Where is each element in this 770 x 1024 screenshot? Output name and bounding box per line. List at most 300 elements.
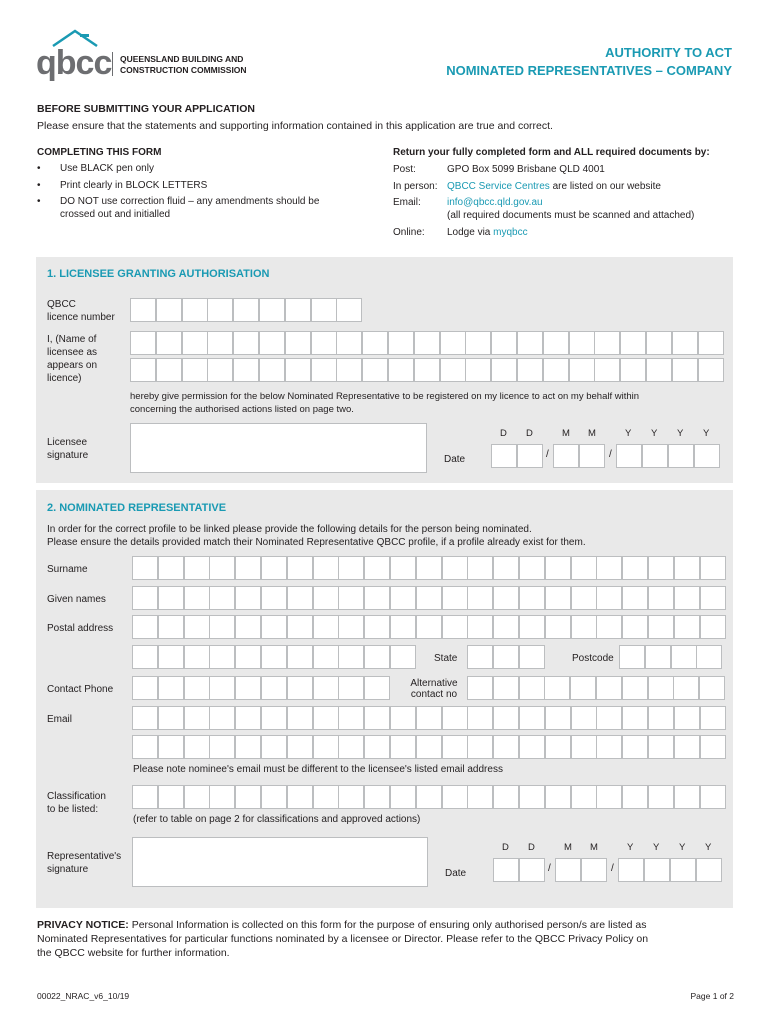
- name-char-box[interactable]: [465, 358, 491, 382]
- date-digit-box[interactable]: [555, 858, 581, 882]
- email-link[interactable]: info@qbcc.qld.gov.au: [447, 197, 543, 208]
- surname-char-box[interactable]: [364, 556, 390, 580]
- return-heading: Return your fully completed form and ALL required documents by:: [393, 147, 710, 158]
- postal-char-box[interactable]: [261, 615, 287, 639]
- email-char-box[interactable]: [416, 735, 442, 759]
- licence-digit-box[interactable]: [311, 298, 337, 322]
- date-digit-box[interactable]: [616, 444, 642, 468]
- name-char-box[interactable]: [207, 358, 233, 382]
- phone-digit-box[interactable]: [287, 676, 313, 700]
- date-digit-box[interactable]: [694, 444, 720, 468]
- name-char-box[interactable]: [465, 331, 491, 355]
- given-name-char-box[interactable]: [519, 586, 545, 610]
- name-char-box[interactable]: [311, 358, 337, 382]
- surname-char-box[interactable]: [545, 556, 571, 580]
- surname-char-box[interactable]: [313, 556, 339, 580]
- given-name-char-box[interactable]: [364, 586, 390, 610]
- name-char-box[interactable]: [672, 358, 698, 382]
- email-char-box[interactable]: [390, 735, 416, 759]
- surname-char-box[interactable]: [467, 556, 493, 580]
- phone-digit-box[interactable]: [158, 676, 184, 700]
- alt-contact-digit-box[interactable]: [570, 676, 596, 700]
- postal-char-box[interactable]: [545, 615, 571, 639]
- name-char-box[interactable]: [388, 331, 414, 355]
- email-label: Email:: [393, 197, 421, 208]
- alt-contact-digit-box[interactable]: [699, 676, 725, 700]
- name-char-box[interactable]: [646, 358, 672, 382]
- name-char-box[interactable]: [569, 331, 595, 355]
- alternative-contact-label: [404, 678, 464, 700]
- postal-char-box[interactable]: [313, 615, 339, 639]
- alt-contact-digit-box[interactable]: [544, 676, 570, 700]
- name-char-box[interactable]: [440, 358, 466, 382]
- name-char-box[interactable]: [259, 331, 285, 355]
- postal-char-box[interactable]: [493, 615, 519, 639]
- licensee-signature-label: [47, 436, 88, 462]
- state-char-box[interactable]: [519, 645, 545, 669]
- classification-char-box[interactable]: [390, 785, 416, 809]
- name-char-box[interactable]: [182, 331, 208, 355]
- name-char-box[interactable]: [233, 358, 259, 382]
- name-char-box[interactable]: [543, 331, 569, 355]
- surname-char-box[interactable]: [622, 556, 648, 580]
- name-char-box[interactable]: [698, 358, 724, 382]
- alt-label-line: Alternative: [410, 678, 458, 689]
- date-format-letter: D: [526, 428, 533, 439]
- given-names-label: Given names: [47, 594, 106, 605]
- signature-label-line: signature: [47, 450, 89, 461]
- surname-char-box[interactable]: [287, 556, 313, 580]
- post-value: GPO Box 5099 Brisbane QLD 4001: [447, 164, 605, 175]
- name-char-box[interactable]: [156, 358, 182, 382]
- surname-char-box[interactable]: [700, 556, 726, 580]
- email-char-box[interactable]: [467, 735, 493, 759]
- date-digit-box[interactable]: [642, 444, 668, 468]
- phone-digit-box[interactable]: [184, 676, 210, 700]
- surname-char-box[interactable]: [261, 556, 287, 580]
- licensee-signature-box[interactable]: [130, 423, 427, 473]
- postal-address-label: Postal address: [47, 623, 114, 634]
- date-digit-box[interactable]: [618, 858, 644, 882]
- name-char-box[interactable]: [362, 331, 388, 355]
- licence-digit-box[interactable]: [182, 298, 208, 322]
- classification-char-box[interactable]: [416, 785, 442, 809]
- email-char-box[interactable]: [648, 735, 674, 759]
- postal-char-box[interactable]: [287, 615, 313, 639]
- postal-char-box[interactable]: [700, 615, 726, 639]
- given-name-char-box[interactable]: [132, 586, 158, 610]
- given-name-char-box[interactable]: [700, 586, 726, 610]
- alt-contact-digit-box[interactable]: [596, 676, 622, 700]
- classification-char-box[interactable]: [622, 785, 648, 809]
- classification-char-box[interactable]: [700, 785, 726, 809]
- postal-char-box[interactable]: [622, 615, 648, 639]
- date-digit-box[interactable]: [491, 444, 517, 468]
- name-char-box[interactable]: [362, 358, 388, 382]
- classification-char-box[interactable]: [158, 785, 184, 809]
- surname-char-box[interactable]: [571, 556, 597, 580]
- email-char-box[interactable]: [338, 706, 364, 730]
- name-char-box[interactable]: [620, 331, 646, 355]
- email-char-box[interactable]: [442, 706, 468, 730]
- surname-char-box[interactable]: [132, 556, 158, 580]
- email-char-box[interactable]: [571, 706, 597, 730]
- postal-char-box[interactable]: [596, 615, 622, 639]
- given-name-char-box[interactable]: [158, 586, 184, 610]
- name-char-box[interactable]: [182, 358, 208, 382]
- licence-digit-box[interactable]: [285, 298, 311, 322]
- page-number: Page 1 of 2: [690, 991, 734, 1001]
- email-char-box[interactable]: [674, 735, 700, 759]
- given-name-char-box[interactable]: [416, 586, 442, 610]
- postal-char-box[interactable]: [235, 615, 261, 639]
- licence-digit-box[interactable]: [130, 298, 156, 322]
- email-char-box[interactable]: [287, 735, 313, 759]
- myqbcc-link[interactable]: myqbcc: [493, 227, 528, 238]
- email-char-box[interactable]: [648, 706, 674, 730]
- name-char-box[interactable]: [336, 331, 362, 355]
- privacy-notice: [37, 918, 737, 960]
- name-char-box[interactable]: [543, 358, 569, 382]
- classification-char-box[interactable]: [364, 785, 390, 809]
- name-char-box[interactable]: [517, 358, 543, 382]
- email-char-box[interactable]: [313, 735, 339, 759]
- email-char-box[interactable]: [467, 706, 493, 730]
- classification-char-box[interactable]: [467, 785, 493, 809]
- date-digit-box[interactable]: [553, 444, 579, 468]
- surname-char-box[interactable]: [493, 556, 519, 580]
- email-char-box[interactable]: [209, 735, 235, 759]
- alt-contact-digit-box[interactable]: [622, 676, 648, 700]
- surname-char-box[interactable]: [648, 556, 674, 580]
- surname-char-box[interactable]: [390, 556, 416, 580]
- phone-digit-box[interactable]: [132, 676, 158, 700]
- email-char-box[interactable]: [416, 706, 442, 730]
- date-format-letter: M: [588, 428, 596, 439]
- surname-char-box[interactable]: [519, 556, 545, 580]
- postcode-char-box[interactable]: [696, 645, 722, 669]
- postal-char-box[interactable]: [158, 615, 184, 639]
- privacy-line: the QBCC website for further information.: [37, 947, 230, 959]
- email-char-box[interactable]: [158, 706, 184, 730]
- phone-digit-box[interactable]: [338, 676, 364, 700]
- email-char-box[interactable]: [364, 735, 390, 759]
- permission-line: concerning the authorised actions listed on page two.: [130, 404, 354, 415]
- phone-digit-box[interactable]: [261, 676, 287, 700]
- postal-char-box[interactable]: [158, 645, 184, 669]
- given-name-char-box[interactable]: [545, 586, 571, 610]
- date-format-letter: Y: [705, 842, 712, 853]
- name-char-box[interactable]: [620, 358, 646, 382]
- intro-text: Please ensure that the statements and supporting information contained in this application are true and correct.: [37, 120, 553, 132]
- bullet-icon: •: [37, 163, 41, 174]
- licence-digit-box[interactable]: [336, 298, 362, 322]
- phone-digit-box[interactable]: [209, 676, 235, 700]
- email-char-box[interactable]: [184, 706, 210, 730]
- email-char-box[interactable]: [596, 706, 622, 730]
- email-char-box[interactable]: [545, 735, 571, 759]
- given-name-char-box[interactable]: [648, 586, 674, 610]
- classification-char-box[interactable]: [184, 785, 210, 809]
- postcode-char-box[interactable]: [645, 645, 671, 669]
- given-name-char-box[interactable]: [622, 586, 648, 610]
- postal-char-box[interactable]: [364, 615, 390, 639]
- given-name-char-box[interactable]: [261, 586, 287, 610]
- phone-digit-box[interactable]: [235, 676, 261, 700]
- postcode-label: Postcode: [572, 653, 614, 664]
- name-char-box[interactable]: [646, 331, 672, 355]
- licence-digit-box[interactable]: [259, 298, 285, 322]
- date-format-letter: D: [528, 842, 535, 853]
- classification-char-box[interactable]: [132, 785, 158, 809]
- postal-char-box[interactable]: [364, 645, 390, 669]
- classification-char-box[interactable]: [313, 785, 339, 809]
- name-char-box[interactable]: [491, 358, 517, 382]
- postal-char-box[interactable]: [184, 645, 210, 669]
- date-format-letter: M: [590, 842, 598, 853]
- logo: [36, 28, 116, 88]
- postal-char-box[interactable]: [648, 615, 674, 639]
- classification-char-box[interactable]: [648, 785, 674, 809]
- alt-contact-digit-box[interactable]: [648, 676, 674, 700]
- given-name-char-box[interactable]: [184, 586, 210, 610]
- email-char-box[interactable]: [338, 735, 364, 759]
- postal-char-box[interactable]: [313, 645, 339, 669]
- date-digit-box[interactable]: [696, 858, 722, 882]
- surname-char-box[interactable]: [596, 556, 622, 580]
- date-separator: /: [546, 449, 549, 460]
- postal-char-box[interactable]: [674, 615, 700, 639]
- postal-char-box[interactable]: [416, 615, 442, 639]
- email-char-box[interactable]: [390, 706, 416, 730]
- licence-digit-box[interactable]: [233, 298, 259, 322]
- postcode-char-box[interactable]: [619, 645, 645, 669]
- name-char-box[interactable]: [285, 331, 311, 355]
- email-char-box[interactable]: [313, 706, 339, 730]
- given-name-char-box[interactable]: [390, 586, 416, 610]
- name-char-box[interactable]: [388, 358, 414, 382]
- classification-char-box[interactable]: [209, 785, 235, 809]
- date-digit-box[interactable]: [519, 858, 545, 882]
- alt-contact-digit-box[interactable]: [467, 676, 493, 700]
- date-digit-box[interactable]: [581, 858, 607, 882]
- email-char-box[interactable]: [519, 735, 545, 759]
- name-char-box[interactable]: [259, 358, 285, 382]
- date-digit-box[interactable]: [517, 444, 543, 468]
- section1-title: 1. LICENSEE GRANTING AUTHORISATION: [47, 268, 270, 280]
- name-char-box[interactable]: [233, 331, 259, 355]
- email-char-box[interactable]: [209, 706, 235, 730]
- surname-char-box[interactable]: [674, 556, 700, 580]
- state-char-box[interactable]: [467, 645, 493, 669]
- classification-char-box[interactable]: [338, 785, 364, 809]
- postal-char-box[interactable]: [184, 615, 210, 639]
- date-digit-box[interactable]: [493, 858, 519, 882]
- name-char-box[interactable]: [336, 358, 362, 382]
- surname-char-box[interactable]: [338, 556, 364, 580]
- representative-signature-label: [47, 850, 121, 876]
- licence-digit-box[interactable]: [207, 298, 233, 322]
- classification-char-box[interactable]: [235, 785, 261, 809]
- alt-contact-digit-box[interactable]: [493, 676, 519, 700]
- postal-char-box[interactable]: [519, 615, 545, 639]
- email-char-box[interactable]: [261, 735, 287, 759]
- licence-label-line: licence number: [47, 312, 115, 323]
- postal-char-box[interactable]: [235, 645, 261, 669]
- postcode-char-box[interactable]: [671, 645, 697, 669]
- email-char-box[interactable]: [287, 706, 313, 730]
- surname-char-box[interactable]: [416, 556, 442, 580]
- classification-char-box[interactable]: [442, 785, 468, 809]
- date-format-letter: Y: [679, 842, 686, 853]
- name-char-box[interactable]: [698, 331, 724, 355]
- given-name-char-box[interactable]: [338, 586, 364, 610]
- email-char-box[interactable]: [571, 735, 597, 759]
- alt-contact-digit-box[interactable]: [519, 676, 545, 700]
- in-person-value: [447, 180, 661, 193]
- email-char-box[interactable]: [184, 735, 210, 759]
- given-name-char-box[interactable]: [235, 586, 261, 610]
- name-char-box[interactable]: [672, 331, 698, 355]
- email-char-box[interactable]: [622, 735, 648, 759]
- email-char-box[interactable]: [674, 706, 700, 730]
- classification-note: (refer to table on page 2 for classifications and approved actions): [133, 814, 421, 825]
- classification-char-box[interactable]: [261, 785, 287, 809]
- email-char-box[interactable]: [261, 706, 287, 730]
- state-char-box[interactable]: [493, 645, 519, 669]
- given-name-char-box[interactable]: [571, 586, 597, 610]
- given-name-char-box[interactable]: [287, 586, 313, 610]
- phone-digit-box[interactable]: [313, 676, 339, 700]
- online-prefix: Lodge via: [447, 227, 494, 238]
- date-format-letter: Y: [653, 842, 660, 853]
- given-name-char-box[interactable]: [493, 586, 519, 610]
- postal-char-box[interactable]: [442, 615, 468, 639]
- email-char-box[interactable]: [493, 735, 519, 759]
- alt-label-line: contact no: [410, 689, 458, 700]
- postal-char-box[interactable]: [209, 645, 235, 669]
- date-digit-box[interactable]: [579, 444, 605, 468]
- date-format-letter: Y: [703, 428, 710, 439]
- postal-char-box[interactable]: [209, 615, 235, 639]
- org-line-2: CONSTRUCTION COMMISSION: [120, 65, 247, 75]
- surname-label: Surname: [47, 564, 88, 575]
- postal-char-box[interactable]: [132, 615, 158, 639]
- alt-contact-digit-box[interactable]: [673, 676, 699, 700]
- name-char-box[interactable]: [569, 358, 595, 382]
- in-person-rest: are listed on our website: [549, 181, 661, 192]
- email-char-box[interactable]: [700, 735, 726, 759]
- classification-char-box[interactable]: [493, 785, 519, 809]
- postal-char-box[interactable]: [287, 645, 313, 669]
- email-char-box[interactable]: [235, 706, 261, 730]
- postal-char-box[interactable]: [390, 645, 416, 669]
- given-name-char-box[interactable]: [442, 586, 468, 610]
- date-digit-box[interactable]: [644, 858, 670, 882]
- postal-char-box[interactable]: [261, 645, 287, 669]
- surname-char-box[interactable]: [184, 556, 210, 580]
- date-separator: /: [548, 863, 551, 874]
- classification-label: [47, 790, 106, 816]
- email-char-box[interactable]: [132, 735, 158, 759]
- postal-char-box[interactable]: [390, 615, 416, 639]
- name-char-box[interactable]: [130, 358, 156, 382]
- postal-char-box[interactable]: [132, 645, 158, 669]
- postal-char-box[interactable]: [467, 615, 493, 639]
- classification-char-box[interactable]: [674, 785, 700, 809]
- email-char-box[interactable]: [442, 735, 468, 759]
- given-name-char-box[interactable]: [596, 586, 622, 610]
- email-char-box[interactable]: [545, 706, 571, 730]
- email-char-box[interactable]: [700, 706, 726, 730]
- name-char-box[interactable]: [285, 358, 311, 382]
- completing-heading: COMPLETING THIS FORM: [37, 147, 162, 158]
- service-centres-link[interactable]: QBCC Service Centres: [447, 181, 550, 192]
- name-char-box[interactable]: [440, 331, 466, 355]
- name-char-box[interactable]: [517, 331, 543, 355]
- date-digit-box[interactable]: [668, 444, 694, 468]
- email-char-box[interactable]: [493, 706, 519, 730]
- name-char-box[interactable]: [594, 358, 620, 382]
- email-char-box[interactable]: [132, 706, 158, 730]
- name-char-box[interactable]: [594, 331, 620, 355]
- given-name-char-box[interactable]: [674, 586, 700, 610]
- surname-char-box[interactable]: [235, 556, 261, 580]
- email-char-box[interactable]: [596, 735, 622, 759]
- name-char-box[interactable]: [311, 331, 337, 355]
- classification-char-box[interactable]: [571, 785, 597, 809]
- classification-char-box[interactable]: [287, 785, 313, 809]
- name-label-line: licence): [47, 373, 82, 384]
- name-char-box[interactable]: [491, 331, 517, 355]
- date-separator: /: [611, 863, 614, 874]
- date-format-letter: Y: [627, 842, 634, 853]
- surname-char-box[interactable]: [442, 556, 468, 580]
- email-char-box[interactable]: [158, 735, 184, 759]
- given-name-char-box[interactable]: [313, 586, 339, 610]
- name-char-box[interactable]: [130, 331, 156, 355]
- completing-item: Print clearly in BLOCK LETTERS: [60, 180, 208, 191]
- classification-char-box[interactable]: [545, 785, 571, 809]
- classification-char-box[interactable]: [519, 785, 545, 809]
- licence-label-line: QBCC: [47, 299, 76, 310]
- representative-signature-box[interactable]: [132, 837, 428, 887]
- email-field-label: Email: [47, 714, 73, 725]
- date-digit-box[interactable]: [670, 858, 696, 882]
- classification-char-box[interactable]: [596, 785, 622, 809]
- name-char-box[interactable]: [156, 331, 182, 355]
- email-char-box[interactable]: [235, 735, 261, 759]
- email-char-box[interactable]: [519, 706, 545, 730]
- given-name-char-box[interactable]: [467, 586, 493, 610]
- given-name-char-box[interactable]: [209, 586, 235, 610]
- form-code: 00022_NRAC_v6_10/19: [37, 991, 130, 1001]
- postal-char-box[interactable]: [338, 615, 364, 639]
- email-char-box[interactable]: [364, 706, 390, 730]
- surname-char-box[interactable]: [209, 556, 235, 580]
- phone-digit-box[interactable]: [364, 676, 390, 700]
- surname-char-box[interactable]: [158, 556, 184, 580]
- postal-char-box[interactable]: [338, 645, 364, 669]
- licence-digit-box[interactable]: [156, 298, 182, 322]
- date-format-letter: D: [500, 428, 507, 439]
- completing-item: Use BLACK pen only: [60, 163, 154, 174]
- name-char-box[interactable]: [414, 331, 440, 355]
- name-char-box[interactable]: [414, 358, 440, 382]
- email-char-box[interactable]: [622, 706, 648, 730]
- postal-char-box[interactable]: [571, 615, 597, 639]
- name-char-box[interactable]: [207, 331, 233, 355]
